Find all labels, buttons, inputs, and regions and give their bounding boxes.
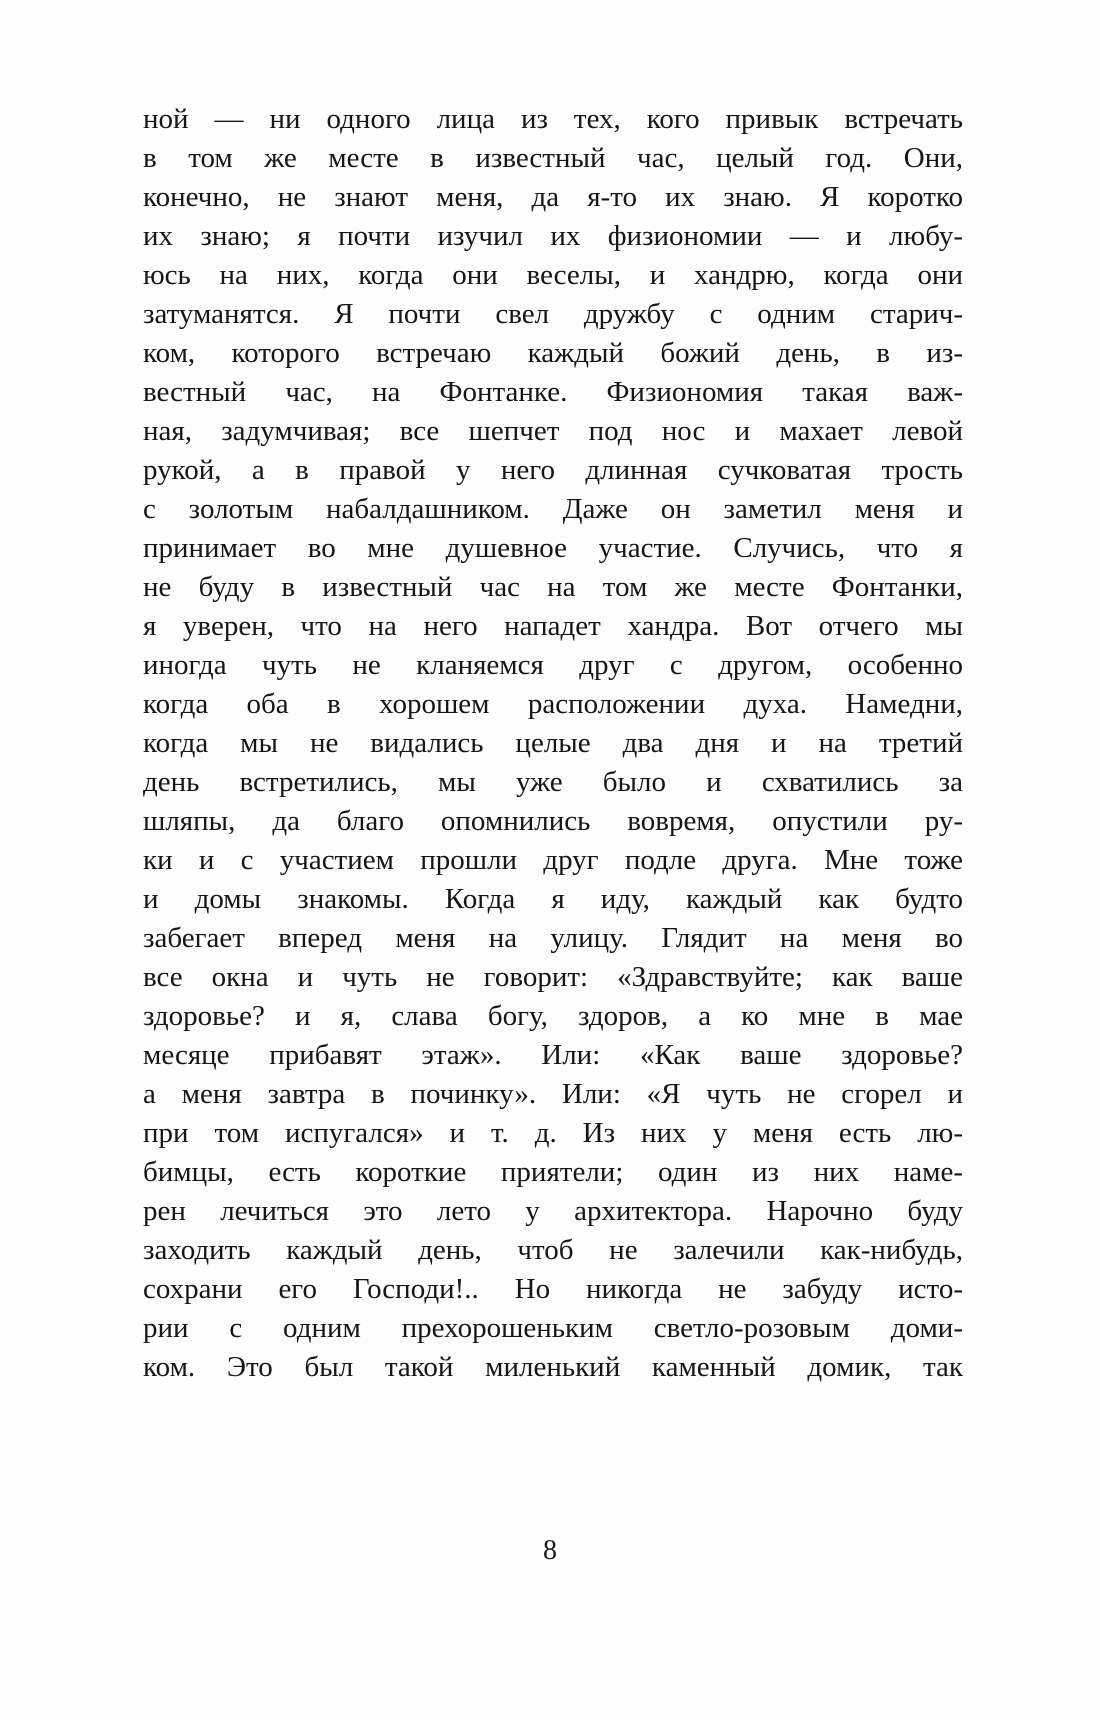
- text-line: ной — ни одного лица из тех, кого привык встречать: [143, 103, 963, 135]
- text-line: при том испугался» и т. д. Из них у меня есть лю-: [143, 1117, 963, 1149]
- text-line: забегает вперед меня на улицу. Глядит на меня во: [143, 922, 963, 954]
- text-line: затуманятся. Я почти свел дружбу с одним старич-: [143, 298, 963, 330]
- text-line: день встретились, мы уже было и схватились за: [143, 766, 963, 798]
- text-line: рии с одним прехорошеньким светло-розовым доми-: [143, 1312, 963, 1344]
- text-line: ком. Это был такой миленький каменный домик, так: [143, 1351, 963, 1383]
- text-line: конечно, не знают меня, да я-то их знаю. Я коротко: [143, 181, 963, 213]
- text-line: рен лечиться это лето у архитектора. Нарочно буду: [143, 1195, 963, 1227]
- text-line: юсь на них, когда они веселы, и хандрю, когда они: [143, 259, 963, 291]
- page-number: 8: [543, 1535, 557, 1566]
- text-line: принимает во мне душевное участие. Случись, что я: [143, 532, 963, 564]
- text-line: шляпы, да благо опомнились вовремя, опустили ру-: [143, 805, 963, 837]
- body-text: [143, 100, 963, 1387]
- text-line: вестный час, на Фонтанке. Физиономия такая важ-: [143, 376, 963, 408]
- text-line: когда оба в хорошем расположении духа. Намедни,: [143, 688, 963, 720]
- text-line: когда мы не видались целые два дня и на третий: [143, 727, 963, 759]
- text-line: месяце прибавят этаж». Или: «Как ваше здоровье?: [143, 1039, 963, 1071]
- text-line: рукой, а в правой у него длинная сучковатая трость: [143, 454, 963, 486]
- text-line: иногда чуть не кланяемся друг с другом, особенно: [143, 649, 963, 681]
- text-line: заходить каждый день, чтоб не залечили как-нибудь,: [143, 1234, 963, 1266]
- text-line: я уверен, что на него нападет хандра. Вот отчего мы: [143, 610, 963, 642]
- text-line: с золотым набалдашником. Даже он заметил меня и: [143, 493, 963, 525]
- text-line: их знаю; я почти изучил их физиономии — и любу-: [143, 220, 963, 252]
- text-line: не буду в известный час на том же месте Фонтанки,: [143, 571, 963, 603]
- text-line: здоровье? и я, слава богу, здоров, а ко мне в мае: [143, 1000, 963, 1032]
- text-line: а меня завтра в починку». Или: «Я чуть не сгорел и: [143, 1078, 963, 1110]
- text-line: сохрани его Господи!.. Но никогда не забуду исто-: [143, 1273, 963, 1305]
- text-line: ная, задумчивая; все шепчет под нос и махает левой: [143, 415, 963, 447]
- text-line: все окна и чуть не говорит: «Здравствуйте; как ваше: [143, 961, 963, 993]
- text-line: ки и с участием прошли друг подле друга. Мне тоже: [143, 844, 963, 876]
- text-line: и домы знакомы. Когда я иду, каждый как будто: [143, 883, 963, 915]
- text-line: в том же месте в известный час, целый год. Они,: [143, 142, 963, 174]
- text-line: ком, которого встречаю каждый божий день, в из-: [143, 337, 963, 369]
- text-line: бимцы, есть короткие приятели; один из них наме-: [143, 1156, 963, 1188]
